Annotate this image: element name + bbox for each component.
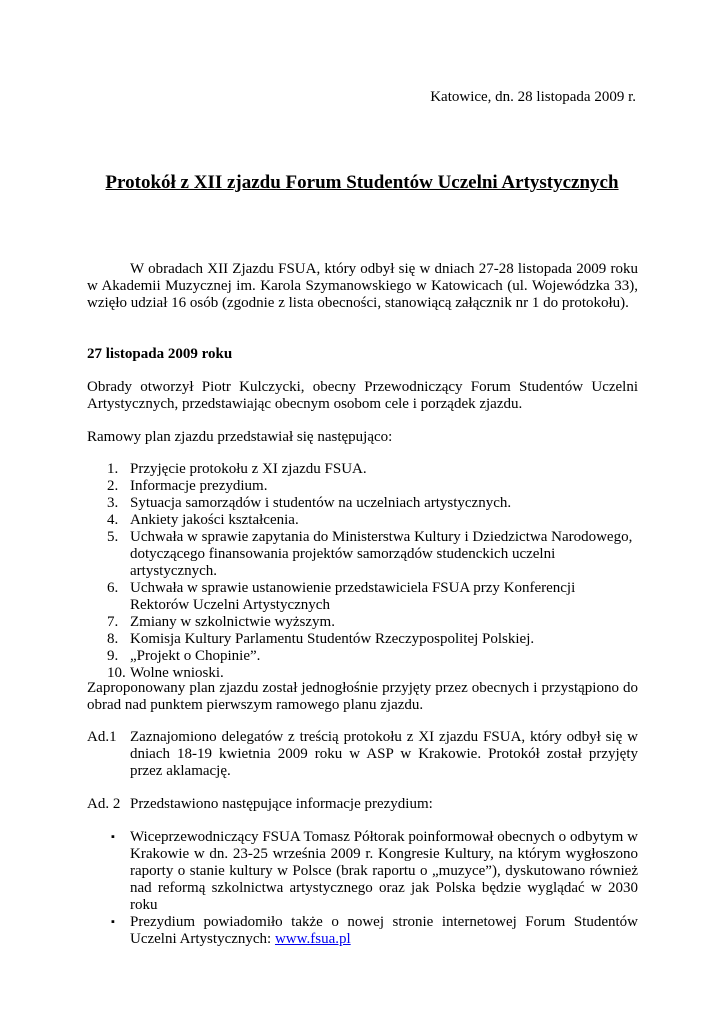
list-item-text: Przyjęcie protokołu z XI zjazdu FSUA.: [130, 461, 367, 477]
plan-intro: Ramowy plan zjazdu przedstawiał się następująco:: [87, 429, 393, 445]
list-number: 4.: [107, 512, 119, 528]
list-item-text: Uchwała w sprawie ustanowienie przedstawiciela FSUA przy Konferencji Rektorów Uczelni Artystycznych: [130, 580, 576, 613]
day-heading: 27 listopada 2009 roku: [87, 346, 233, 362]
list-number: 10.: [107, 665, 126, 681]
intro-paragraph: W obradach XII Zjazdu FSUA, który odbył się w dniach 27-28 listopada 2009 roku w Akademii Muzycznej im. Karola Szymanowskiego w Katowicach (ul. Wojewódzka 33), wzięło udział 16 osób (zgodnie z lista obecności, stanowiącą załącznik nr 1 do protokołu).: [87, 261, 638, 311]
list-item: [87, 461, 638, 478]
website-link[interactable]: www.fsua.pl: [274, 931, 351, 947]
list-item-text: Komisja Kultury Parlamentu Studentów Rzeczypospolitej Polskiej.: [130, 631, 535, 647]
ad1-section: [87, 729, 638, 780]
list-item-text: Sytuacja samorządów i studentów na uczelniach artystycznych.: [130, 495, 512, 511]
list-item: [87, 529, 638, 580]
list-number: 8.: [107, 631, 119, 647]
list-item: [87, 614, 638, 631]
list-number: 1.: [107, 461, 119, 477]
document-date: Katowice, dn. 28 listopada 2009 r.: [430, 89, 636, 105]
list-number: 9.: [107, 648, 119, 664]
bullet-text: Prezydium powiadomiło także o nowej stronie internetowej Forum Studentów Uczelni Artystycznych:: [130, 914, 638, 947]
ad1-text: Zaznajomiono delegatów z treścią protokołu z XI zjazdu FSUA, który odbył się w dniach 18-19 kwietnia 2009 roku w ASP w Krakowie. Protokół został przyjęty przez aklamację.: [130, 729, 638, 779]
opening-paragraph: Obrady otworzył Piotr Kulczycki, obecny Przewodniczący Forum Studentów Uczelni Artystycznych, przedstawiając obecnym osobom cele i porządek zjazdu.: [87, 379, 638, 412]
list-item: [87, 829, 638, 914]
list-number: 6.: [107, 580, 119, 596]
list-item-text: Wolne wnioski.: [130, 665, 224, 681]
list-item-text: Uchwała w sprawie zapytania do Ministerstwa Kultury i Dziedzictwa Narodowego, dotyczącego finansowania projektów samorządów studenckich uczelni artystycznych.: [130, 529, 633, 579]
list-item-text: „Projekt o Chopinie”.: [130, 648, 261, 664]
list-item: [87, 631, 638, 648]
plan-list: [87, 461, 638, 682]
bullet-text: Wiceprzewodniczący FSUA Tomasz Półtorak poinformował obecnych o odbytym w Krakowie w dn. 23-25 września 2009 r. Kongresie Kultury, na którym wygłoszono raporty o stanie kultury w Polsce (brak raportu o „muzyce”), dyskutowano również nad reformą szkolnictwa artystycznego oraz jak Polska będzie wyglądać w 2030 roku: [130, 829, 638, 913]
list-item: [87, 914, 638, 948]
list-item-text: Ankiety jakości kształcenia.: [130, 512, 299, 528]
ad2-text: Przedstawiono następujące informacje prezydium:: [130, 796, 433, 812]
list-item-text: Zmiany w szkolnictwie wyższym.: [130, 614, 335, 630]
ad2-label: Ad. 2: [87, 796, 121, 812]
ad2-section: [87, 796, 638, 813]
plan-accepted-paragraph: Zaproponowany plan zjazdu został jednogłośnie przyjęty przez obecnych i przystąpiono do obrad nad punktem pierwszym ramowego planu zjazdu.: [87, 680, 638, 713]
list-number: 5.: [107, 529, 119, 545]
bullet-marker: ▪: [111, 916, 115, 928]
list-item: [87, 648, 638, 665]
list-item: [87, 495, 638, 512]
list-item-text: Informacje prezydium.: [130, 478, 268, 494]
bullet-list: [87, 829, 638, 948]
list-number: 7.: [107, 614, 119, 630]
list-number: 2.: [107, 478, 119, 494]
list-item: [87, 580, 638, 614]
list-item: [87, 512, 638, 529]
list-item: [87, 478, 638, 495]
document-title: Protokół z XII zjazdu Forum Studentów Uczelni Artystycznych: [105, 172, 619, 193]
ad1-label: Ad.1: [87, 729, 117, 745]
bullet-marker: ▪: [111, 831, 115, 843]
list-number: 3.: [107, 495, 119, 511]
